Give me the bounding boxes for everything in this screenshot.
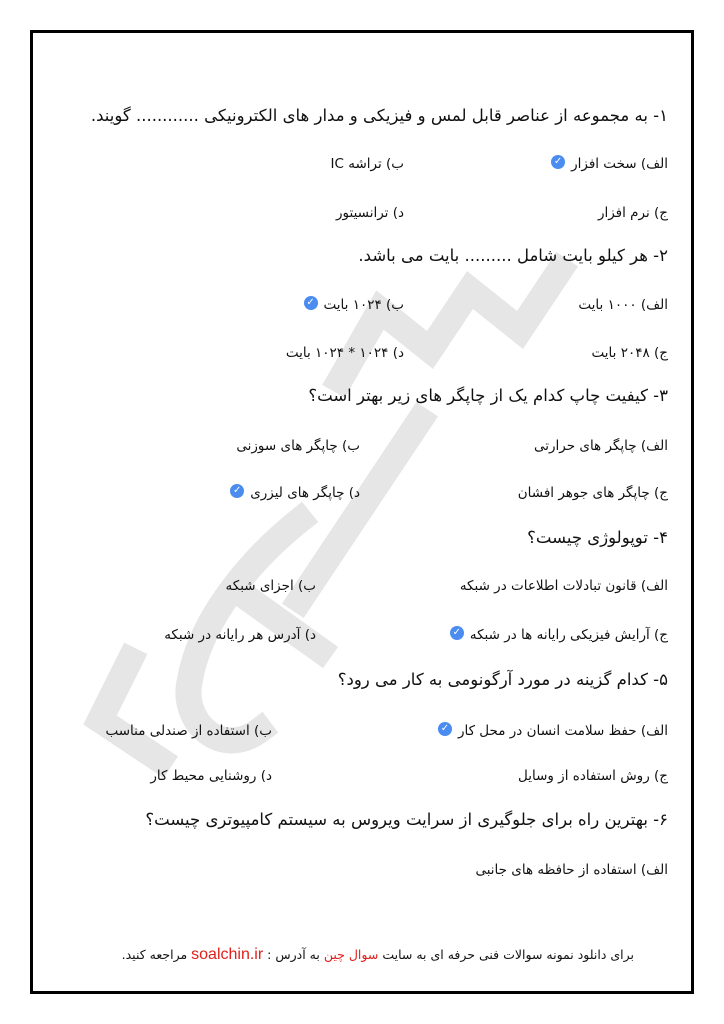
q2-option-b	[304, 295, 404, 315]
q4-option-a: الف) قانون تبادلات اطلاعات در شبکه	[459, 578, 668, 594]
question-4: ۴- توپولوژی چیست؟	[527, 528, 668, 547]
q5-option-a	[438, 721, 668, 741]
q2-option-c: ج) ۲۰۴۸ بایت	[591, 345, 668, 361]
footer-middle: به آدرس :	[267, 947, 320, 962]
page-border	[30, 30, 694, 994]
question-5: ۵- کدام گزینه در مورد آرگونومی به کار می رود؟	[337, 670, 668, 689]
check-icon: ✓	[230, 484, 244, 498]
q5-option-c: ج) روش استفاده از وسایل	[517, 768, 668, 784]
option-label: ج) آرایش فیزیکی رایانه ها در شبکه	[469, 627, 668, 643]
footer-url-link[interactable]: soalchin.ir	[191, 946, 264, 963]
q5-option-d: د) روشنایی محیط کار	[150, 768, 272, 784]
check-icon: ✓	[450, 626, 464, 640]
check-icon: ✓	[304, 296, 318, 310]
q4-option-b: ب) اجزای شبکه	[225, 578, 316, 594]
q3-option-d	[230, 483, 360, 503]
check-icon: ✓	[438, 722, 452, 736]
question-1: ۱- به مجموعه از عناصر قابل لمس و فیزیکی و مدار های الکترونیکی ............ گویند.	[90, 106, 668, 125]
q1-option-a	[551, 154, 668, 174]
q3-option-c: ج) چاپگر های جوهر افشان	[517, 485, 668, 501]
q3-option-a: الف) چاپگر های حرارتی	[534, 438, 668, 454]
q1-option-b: ب) تراشه IC	[330, 156, 404, 172]
q2-option-a: الف) ۱۰۰۰ بایت	[578, 297, 668, 313]
option-label: الف) حفظ سلامت انسان در محل کار	[457, 723, 668, 739]
option-label: الف) سخت افزار	[571, 156, 668, 172]
footer-note	[122, 945, 634, 965]
question-6: ۶- بهترین راه برای جلوگیری از سرایت ویروس به سیستم کامپیوتری چیست؟	[145, 810, 668, 829]
q6-option-a: الف) استفاده از حافظه های جانبی	[475, 862, 668, 878]
question-2: ۲- هر کیلو بایت شامل ......... بایت می باشد.	[358, 246, 668, 265]
option-label: د) چاپگر های لیزری	[250, 485, 360, 501]
q2-option-d: د) ۱۰۲۴ * ۱۰۲۴ بایت	[285, 345, 404, 361]
option-label: ب) ۱۰۲۴ بایت	[323, 297, 404, 313]
q1-option-d: د) ترانسیتور	[336, 205, 404, 221]
q3-option-b: ب) چاپگر های سوزنی	[236, 438, 360, 454]
q4-option-d: د) آدرس هر رایانه در شبکه	[164, 627, 316, 643]
footer-suffix: مراجعه کنید.	[121, 947, 188, 962]
footer-site-name: سوال چین	[323, 947, 379, 962]
check-icon: ✓	[551, 155, 565, 169]
q1-option-c: ج) نرم افزار	[597, 205, 668, 221]
q4-option-c	[450, 625, 668, 645]
footer-prefix: برای دانلود نمونه سوالات فنی حرفه ای به سایت	[382, 947, 634, 962]
question-3: ۳- کیفیت چاپ کدام یک از چاپگر های زیر بهتر است؟	[308, 386, 668, 405]
q5-option-b: ب) استفاده از صندلی مناسب	[105, 723, 272, 739]
